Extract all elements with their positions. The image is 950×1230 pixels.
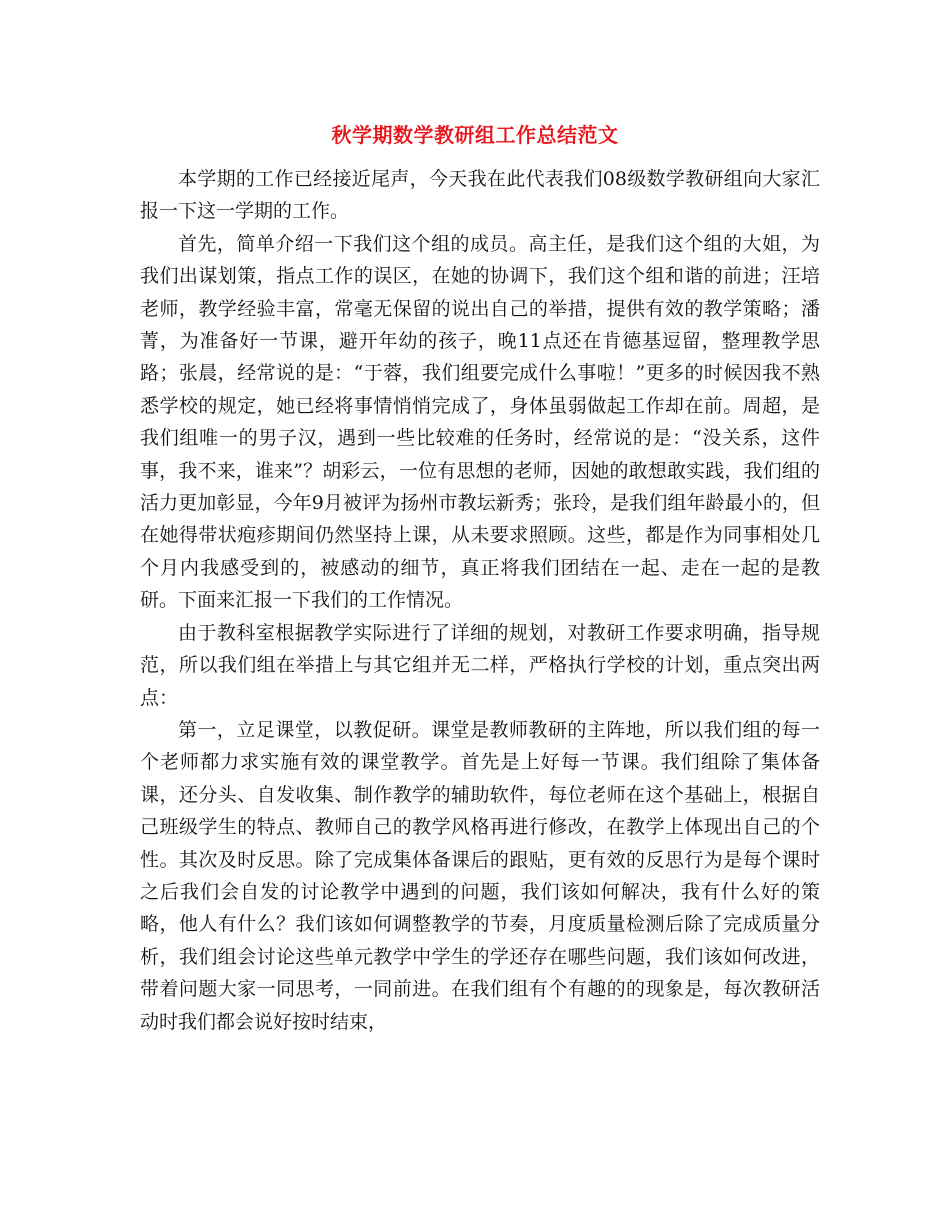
paragraph-intro: 本学期的工作已经接近尾声，今天我在此代表我们08级数学教研组向大家汇报一下这一学期的工作。 [140,168,820,223]
paragraph-first-point: 第一，立足课堂，以教促研。课堂是教师教研的主阵地，所以我们组的每一个老师都力求实施有效的课堂教学。首先是上好每一节课。我们组除了集体备课，还分头、自发收集、制作教学的辅助软件，每位老师在这个基础上，根据自己班级学生的特点、教师自己的教学风格再进行修改，在教学上体现出自己的个性。其次及时反思。除了完成集体备课后的跟贴，更有效的反思行为是每个课时之后我们会自发的讨论教学中遇到的问题，我们该如何解决，我有什么好的策略，他人有什么？我们该如何调整教学的节奏，月度质量检测后除了完成质量分析，我们组会讨论这些单元教学中学生的学还存在哪些问题，我们该如何改进，带着问题大家一同思考，一同前进。在我们组有个有趣的的现象是，每次教研活动时我们都会说好按时结束， [140,718,820,1033]
paragraph-plan: 由于教科室根据教学实际进行了详细的规划，对教研工作要求明确，指导规范，所以我们组在举措上与其它组并无二样，严格执行学校的计划，重点突出两点： [140,621,820,709]
document-body [140,163,820,1038]
document-title: 秋学期数学教研组工作总结范文 [331,123,619,147]
paragraph-members: 首先，简单介绍一下我们这个组的成员。高主任，是我们这个组的大姐，为我们出谋划策，指点工作的误区，在她的协调下，我们这个组和谐的前进；汪培老师，教学经验丰富，常毫无保留的说出自己的举措，提供有效的教学策略；潘菁，为准备好一节课，避开年幼的孩子，晚11点还在肯德基逗留，整理教学思路；张晨，经常说的是：“于蓉，我们组要完成什么事啦！”更多的时候因我不熟悉学校的规定，她已经将事情悄悄完成了，身体虽弱做起工作却在前。周超，是我们组唯一的男子汉，遇到一些比较难的任务时，经常说的是：“没关系，这件事，我不来，谁来”？胡彩云，一位有思想的老师，因她的敢想敢实践，我们组的活力更加彰显，今年9月被评为扬州市教坛新秀；张玲，是我们组年龄最小的，但在她得带状疱疹期间仍然坚持上课，从未要求照顾。这些，都是作为同事相处几个月内我感受到的，被感动的细节，真正将我们团结在一起、走在一起的是教研。下面来汇报一下我们的工作情况。 [140,232,820,612]
